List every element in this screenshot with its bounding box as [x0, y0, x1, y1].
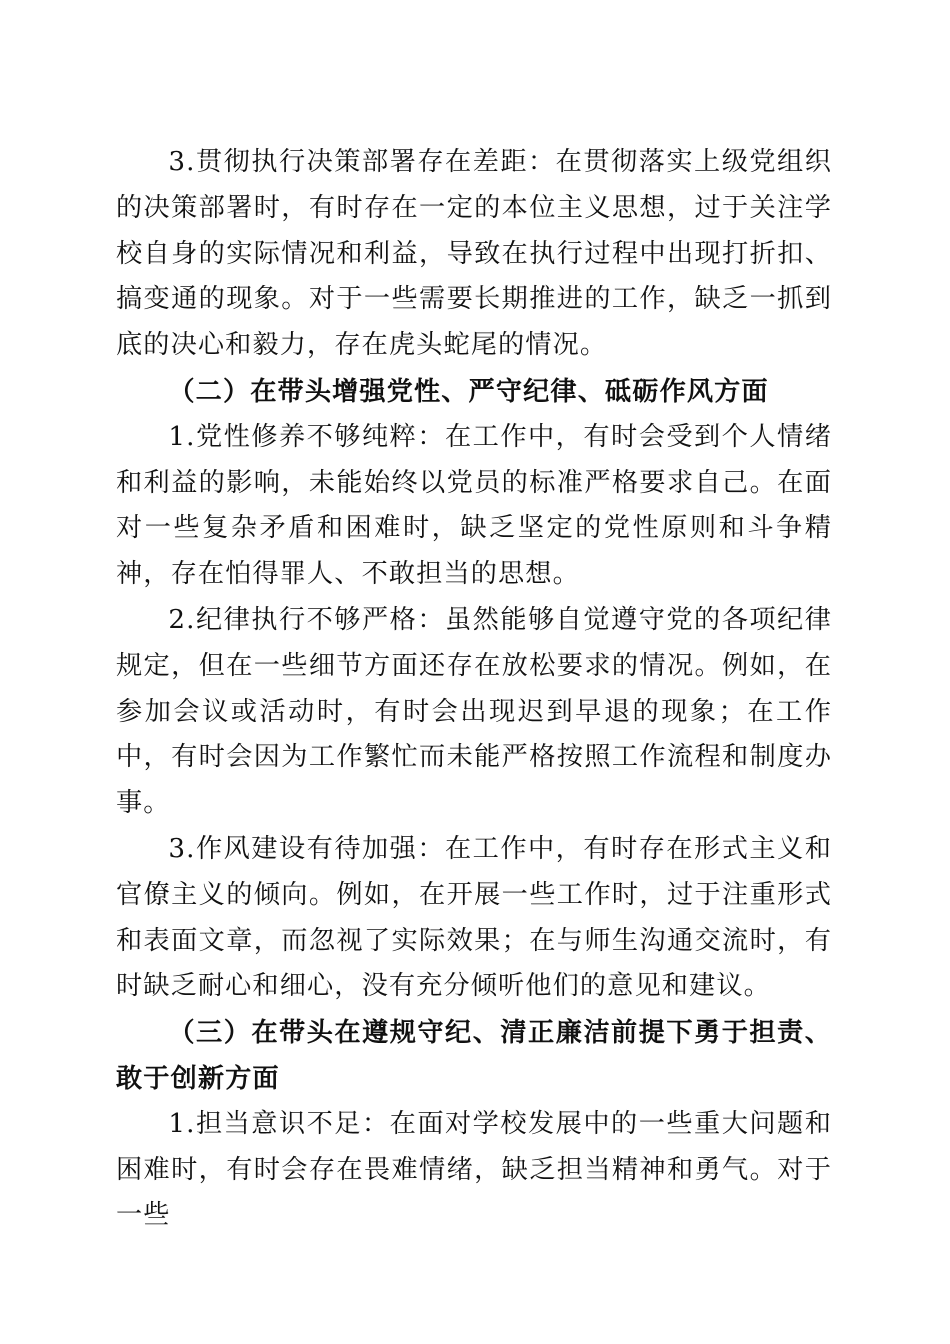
paragraph-implementation-gap: 3.贯彻执行决策部署存在差距：在贯彻落实上级党组织的决策部署时，有时存在一定的本位主义思想，过于关注学校自身的实际情况和利益，导致在执行过程中出现打折扣、搞变通的现象。对于一些需要长期推进的工作，缺乏一抓到底的决心和毅力，存在虎头蛇尾的情况。 [116, 147, 832, 361]
section-heading-responsibility-innovation: （三）在带头在遵规守纪、清正廉洁前提下勇于担责、敢于创新方面 [116, 1017, 832, 1094]
paragraph-responsibility: 1.担当意识不足：在面对学校发展中的一些重大问题和困难时，有时会存在畏难情绪，缺乏担当精神和勇气。对于一些 [116, 1108, 832, 1231]
document-body [116, 140, 832, 1239]
paragraph-party-cultivation: 1.党性修养不够纯粹：在工作中，有时会受到个人情绪和利益的影响，未能始终以党员的标准严格要求自己。在面对一些复杂矛盾和困难时，缺乏坚定的党性原则和斗争精神，存在怕得罪人、不敢担当的思想。 [116, 421, 832, 590]
paragraph-discipline: 2.纪律执行不够严格：虽然能够自觉遵守党的各项纪律规定，但在一些细节方面还存在放松要求的情况。例如，在参加会议或活动时，有时会出现迟到早退的现象；在工作中，有时会因为工作繁忙而未能严格按照工作流程和制度办事。 [116, 604, 832, 819]
paragraph-work-style: 3.作风建设有待加强：在工作中，有时存在形式主义和官僚主义的倾向。例如，在开展一些工作时，过于注重形式和表面文章，而忽视了实际效果；在与师生沟通交流时，有时缺乏耐心和细心，没有充分倾听他们的意见和建议。 [116, 833, 832, 1002]
section-heading-party-spirit: （二）在带头增强党性、严守纪律、砥砺作风方面 [168, 375, 769, 407]
